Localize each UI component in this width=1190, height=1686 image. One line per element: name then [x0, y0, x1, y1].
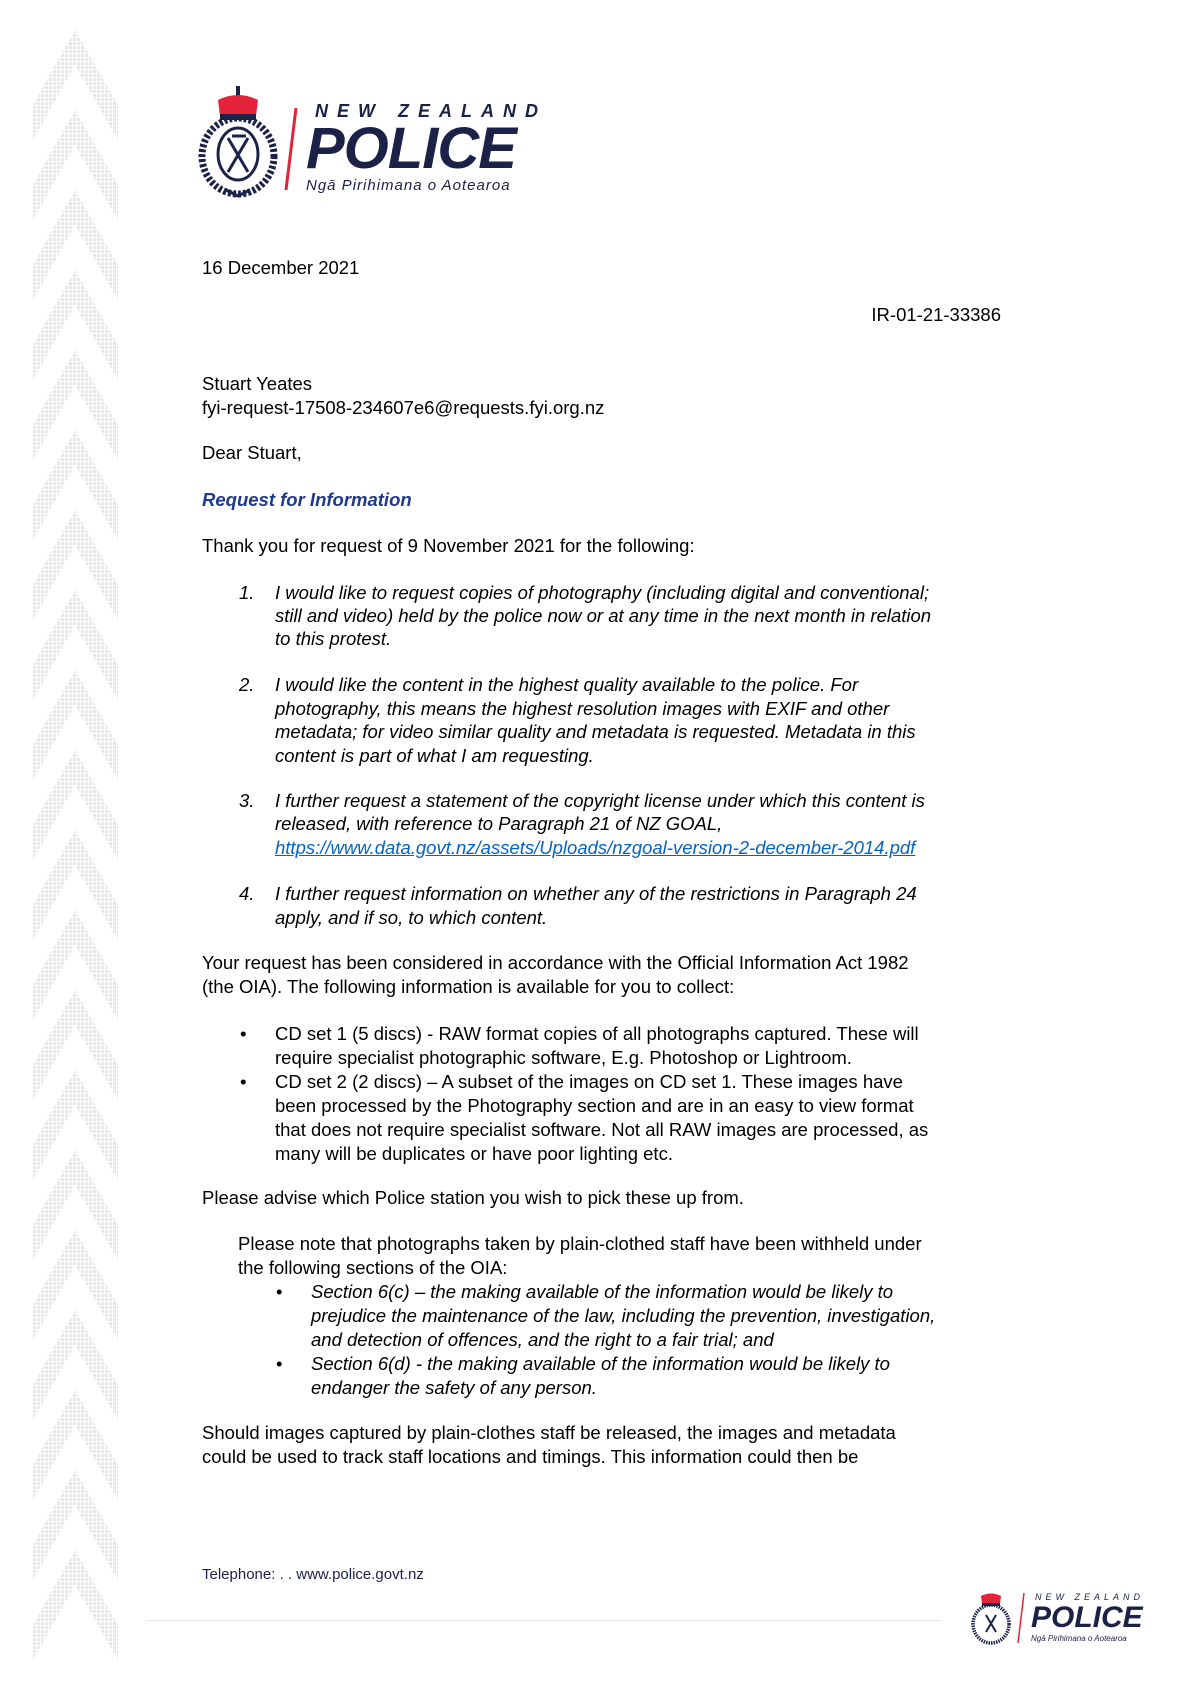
- footer-crest-icon: [970, 1588, 1012, 1646]
- chevron-pattern-decoration: [33, 30, 118, 1660]
- footer-red-slash-icon: [1017, 1592, 1025, 1644]
- withheld-note: Please note that photographs taken by plain-clothed staff have been withheld under: [238, 1233, 922, 1254]
- section-line: Section 6(c) – the making available of the information would be likely to: [311, 1281, 894, 1302]
- footer-brand-main: POLICE: [1031, 1601, 1143, 1634]
- brand-main-text: POLICE: [306, 116, 516, 181]
- pickup-text: Please advise which Police station you wish to pick these up from.: [202, 1187, 744, 1208]
- bullet-icon: •: [276, 1353, 283, 1374]
- available-item-line: CD set 2 (2 discs) – A subset of the images on CD set 1. These images have: [275, 1071, 903, 1092]
- withheld-note: the following sections of the OIA:: [238, 1257, 508, 1278]
- request-line: I would like to request copies of photography (including digital and conventional;: [275, 582, 930, 603]
- request-line: metadata; for video similar quality and metadata is requested. Metadata in this: [275, 721, 916, 742]
- available-item-line: been processed by the Photography section and are in an easy to view format: [275, 1095, 914, 1116]
- brand-top-text: NEW ZEALAND: [315, 101, 547, 121]
- request-line: apply, and if so, to which content.: [275, 907, 548, 928]
- bullet-icon: •: [276, 1281, 283, 1302]
- request-line: I further request a statement of the copyright license under which this content is: [275, 790, 925, 811]
- request-line: still and video) held by the police now or at any time in the next month in relation: [275, 605, 932, 626]
- reference-number: IR-01-21-33386: [871, 304, 1001, 325]
- brand-tagline-text: Ngā Pirihimana o Aotearoa: [306, 177, 511, 194]
- section-line: Section 6(d) - the making available of the information would be likely to: [311, 1353, 890, 1374]
- request-line: I would like the content in the highest quality available to the police. For: [275, 674, 859, 695]
- letter-date: 16 December 2021: [202, 257, 360, 278]
- request-number: 2.: [239, 674, 255, 695]
- bullet-icon: •: [240, 1023, 247, 1044]
- recipient-name: Stuart Yeates: [202, 373, 313, 394]
- footer-brand-tagline: Ngā Pirihimana o Aotearoa: [1031, 1634, 1127, 1643]
- available-item-line: many will be duplicates or have poor lighting etc.: [275, 1143, 673, 1164]
- nzgoal-link[interactable]: https://www.data.govt.nz/assets/Uploads/nzgoal-version-2-december-2014.pdf: [275, 837, 916, 858]
- response-text: Your request has been considered in accordance with the Official Information Act 1982: [202, 952, 909, 973]
- available-item-line: that does not require specialist software. Not all RAW images are processed, as: [275, 1119, 929, 1140]
- available-item-line: CD set 1 (5 discs) - RAW format copies of all photographs captured. These will: [275, 1023, 919, 1044]
- request-number: 3.: [239, 790, 255, 811]
- bullet-icon: •: [240, 1071, 247, 1092]
- footer-divider: [146, 1620, 941, 1621]
- footer-contact: Telephone: . . www.police.govt.nz: [202, 1566, 424, 1583]
- intro-text: Thank you for request of 9 November 2021 for the following:: [202, 535, 695, 556]
- recipient-email: fyi-request-17508-234607e6@requests.fyi.org.nz: [202, 397, 605, 418]
- closing-text: could be used to track staff locations and timings. This information could then be: [202, 1446, 859, 1467]
- request-line: I further request information on whether any of the restrictions in Paragraph 24: [275, 883, 917, 904]
- red-slash-icon: [283, 106, 299, 192]
- request-line: to this protest.: [275, 628, 392, 649]
- section-line: endanger the safety of any person.: [311, 1377, 597, 1398]
- police-crest-icon: [196, 86, 280, 198]
- response-text: (the OIA). The following information is available for you to collect:: [202, 976, 735, 997]
- section-line: prejudice the maintenance of the law, including the prevention, investigation,: [311, 1305, 936, 1326]
- request-line: content is part of what I am requesting.: [275, 745, 594, 766]
- request-number: 4.: [239, 883, 255, 904]
- salutation: Dear Stuart,: [202, 442, 302, 463]
- request-number: 1.: [239, 582, 255, 603]
- closing-text: Should images captured by plain-clothes staff be released, the images and metadata: [202, 1422, 896, 1443]
- section-line: and detection of offences, and the right to a fair trial; and: [311, 1329, 774, 1350]
- available-item-line: require specialist photographic software, E.g. Photoshop or Lightroom.: [275, 1047, 852, 1068]
- footer-brand-top: NEW ZEALAND: [1035, 1592, 1145, 1602]
- request-line: photography, this means the highest resolution images with EXIF and other: [275, 698, 890, 719]
- letter-heading: Request for Information: [202, 489, 412, 510]
- request-line: released, with reference to Paragraph 21 of NZ GOAL,: [275, 813, 723, 834]
